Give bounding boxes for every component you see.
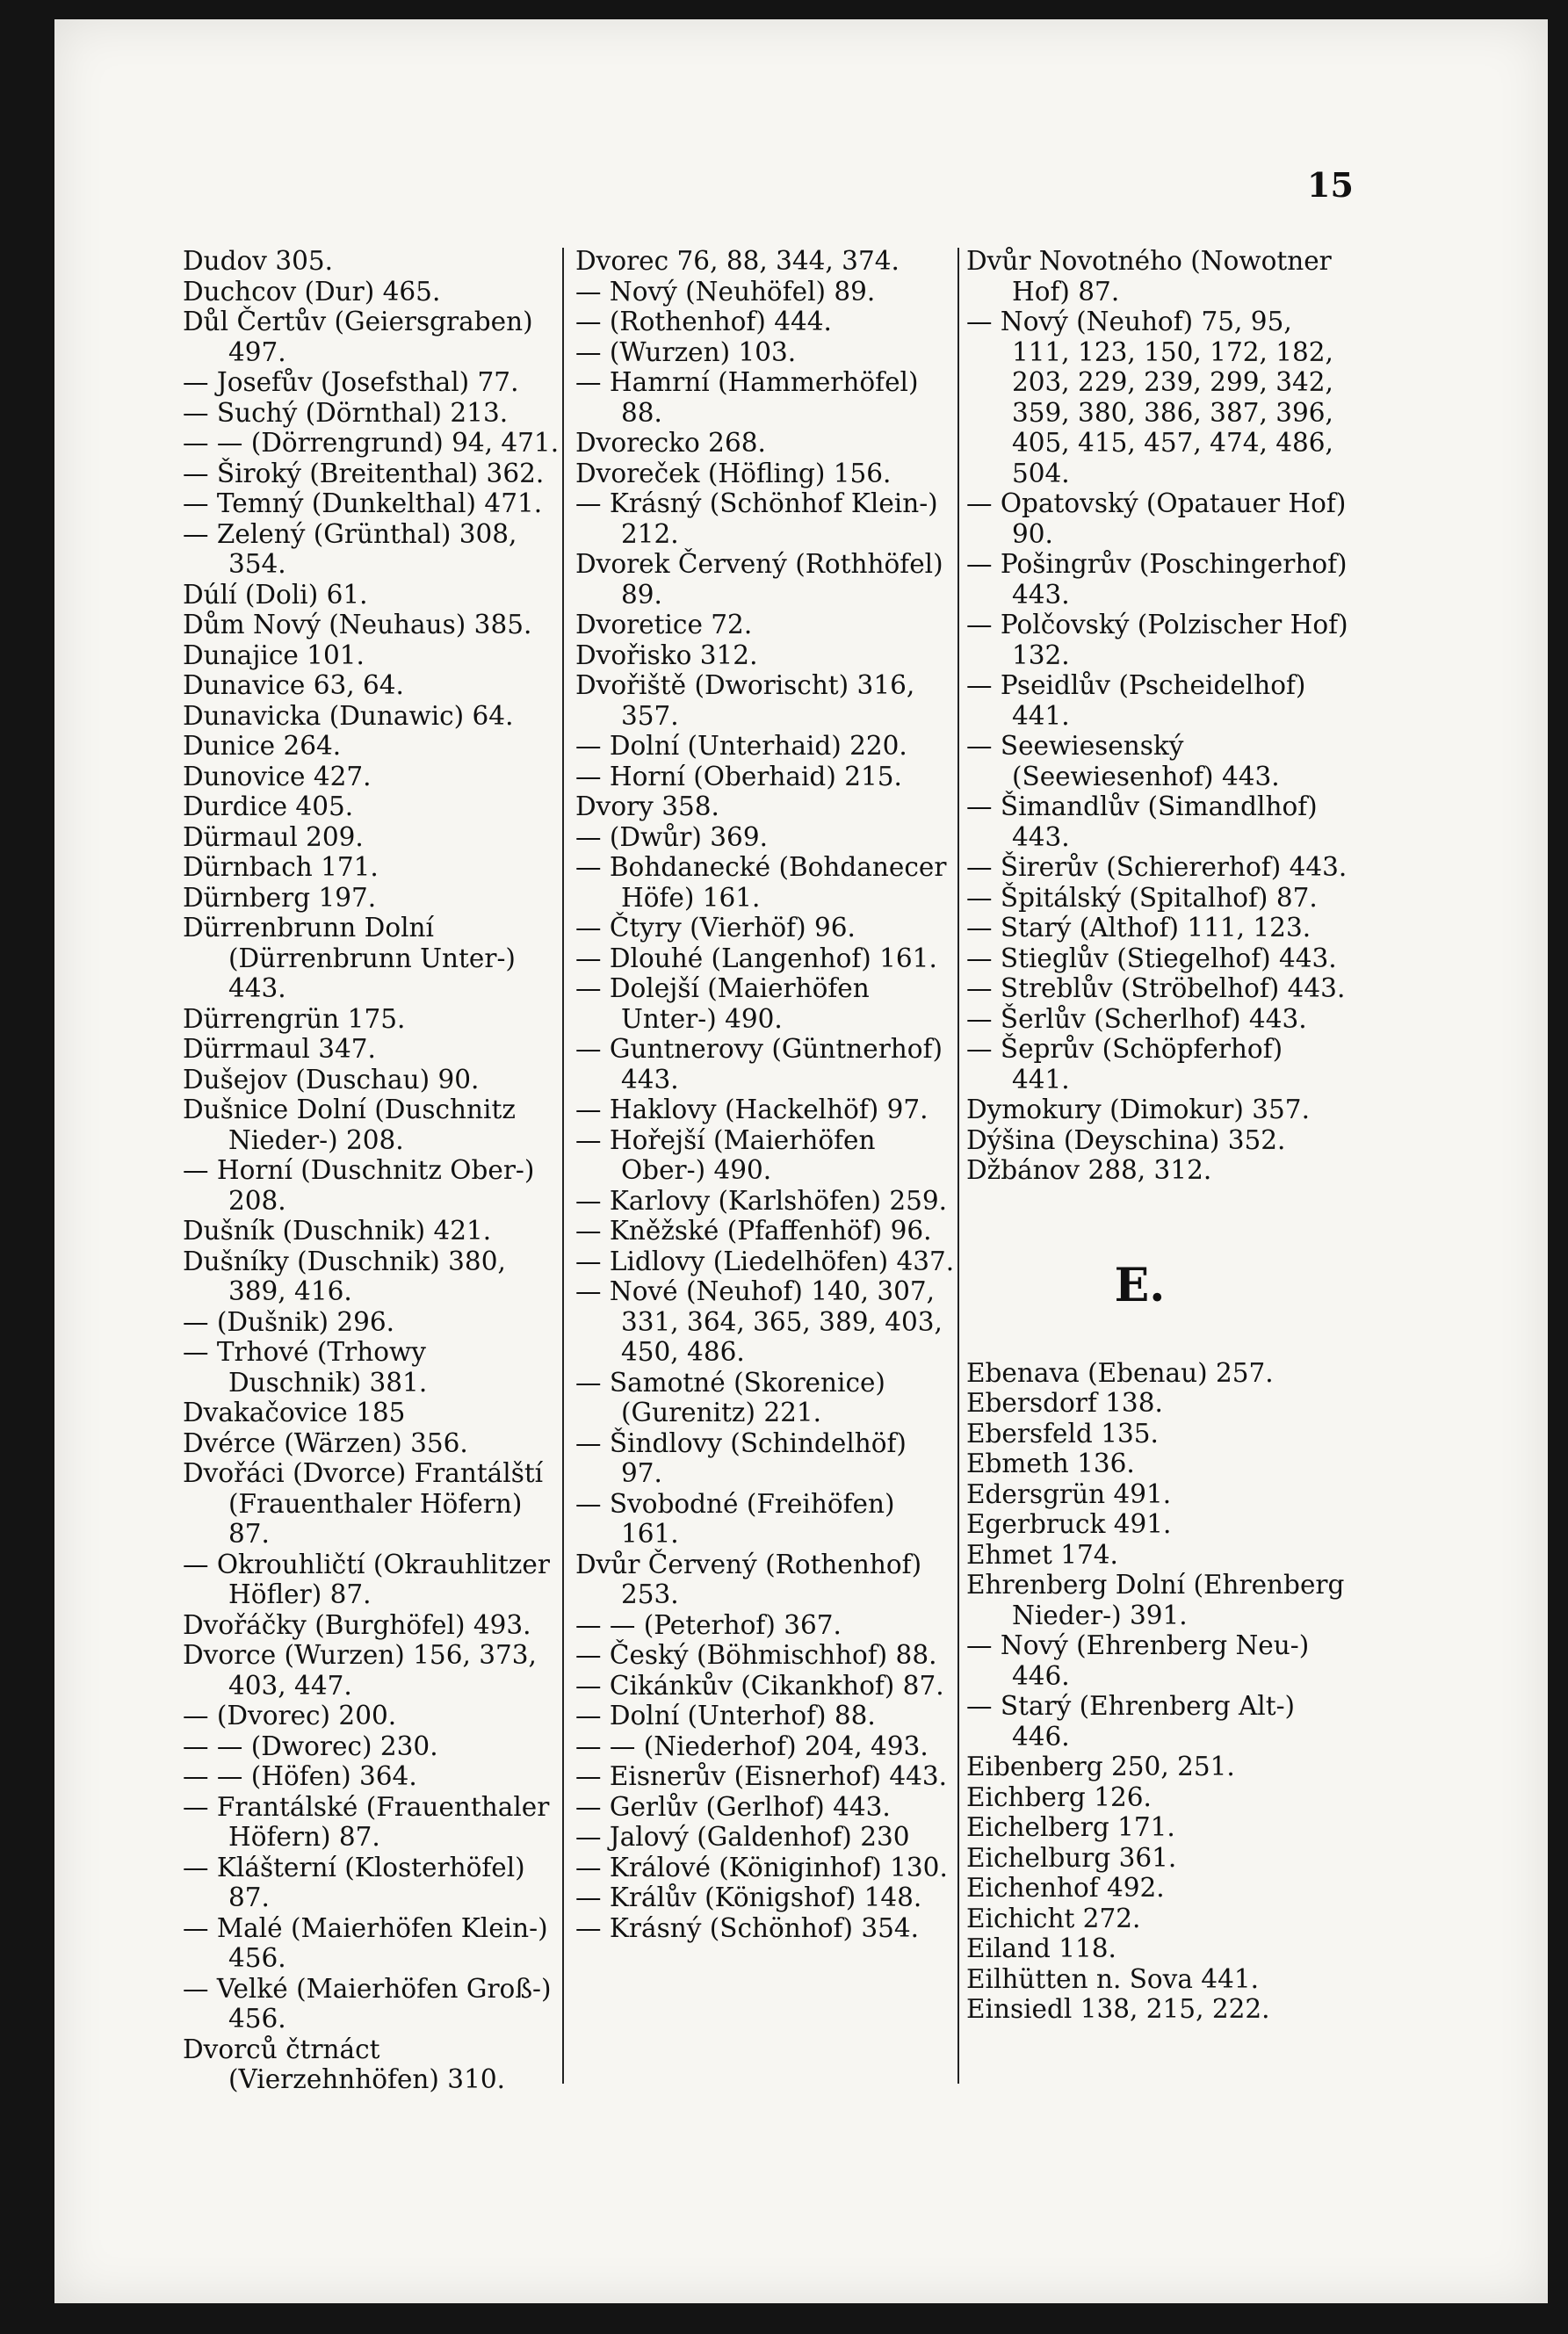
index-entry: Dvořáčky (Burghöfel) 493. — [183, 1609, 531, 1640]
index-entry: — Gerlův (Gerlhof) 443. — [575, 1791, 891, 1822]
index-entry: Ehmet 174. — [966, 1539, 1118, 1570]
index-entry: — Guntnerovy (Güntnerhof) 443. — [575, 1034, 943, 1095]
index-entry: — Nový (Ehrenberg Neu-) 446. — [966, 1630, 1310, 1691]
index-entry: Dunice 264. — [183, 731, 342, 761]
index-entry: Duchcov (Dur) 465. — [183, 276, 441, 307]
index-entry: — Klášterní (Klosterhöfel) 87. — [183, 1852, 525, 1912]
index-column-3-part-1 — [966, 246, 1348, 1186]
index-entry: — Pseidlův (Pscheidelhof) 441. — [966, 670, 1306, 731]
index-entry: Dunavice 63, 64. — [183, 670, 404, 700]
index-entry: Dürrengrün 175. — [183, 1003, 406, 1034]
index-entry: — — (Dörrengrund) 94, 471. — [183, 428, 560, 458]
index-entry: Džbánov 288, 312. — [966, 1155, 1212, 1185]
index-entry: — Nový (Neuhof) 75, 95, 111, 123, 150, 172, 182, 203, 229, 239, 299, 342, 359, 380, 386, 387, 396, 405, 415, 457, 474, 486, 504. — [966, 307, 1333, 488]
index-entry: — Svobodné (Freihöfen) 161. — [575, 1488, 895, 1549]
index-entry: — Haklovy (Hackelhöf) 97. — [575, 1095, 929, 1124]
index-entry: — — (Peterhof) 367. — [575, 1609, 842, 1640]
index-entry: Dušníky (Duschnik) 380, 389, 416. — [183, 1246, 506, 1306]
index-entry: — Horní (Duschnitz Ober-) 208. — [183, 1155, 535, 1216]
index-entry: — Nový (Neuhöfel) 89. — [575, 276, 876, 307]
index-entry: Dvorec 76, 88, 344, 374. — [575, 246, 900, 276]
index-entry: — Frantálské (Frauenthaler Höfern) 87. — [183, 1791, 550, 1852]
index-entry: Ebenava (Ebenau) 257. — [966, 1357, 1274, 1388]
index-entry: — Králův (Königshof) 148. — [575, 1882, 922, 1912]
index-entry: — Horní (Oberhaid) 215. — [575, 761, 902, 791]
index-entry: — Streblův (Ströbelhof) 443. — [966, 973, 1346, 1003]
index-entry: — Dolní (Unterhaid) 220. — [575, 731, 907, 761]
index-entry: Dvorek Červený (Rothhöfel) 89. — [575, 549, 943, 610]
index-entry: Eiland 118. — [966, 1933, 1116, 1963]
index-entry: — Stieglův (Stiegelhof) 443. — [966, 943, 1337, 973]
index-entry: — Samotné (Skorenice) (Gurenitz) 221. — [575, 1367, 885, 1427]
index-entry: Dýšina (Deyschina) 352. — [966, 1124, 1286, 1155]
index-entry: Dvory 358. — [575, 791, 719, 821]
index-entry: Dvorce (Wurzen) 156, 373, 403, 447. — [183, 1640, 537, 1701]
index-entry: — Seewiesenský (Seewiesenhof) 443. — [966, 731, 1280, 791]
index-entry: Dvoreček (Höfling) 156. — [575, 458, 892, 488]
index-entry: Dúlí (Doli) 61. — [183, 579, 368, 610]
index-entry: — Okrouhličtí (Okrauhlitzer Höfler) 87. — [183, 1549, 550, 1609]
index-entry: — Bohdanecké (Bohdanecer Höfe) 161. — [575, 852, 947, 913]
index-entry: Eichicht 272. — [966, 1903, 1141, 1933]
index-entry: Dürnbach 171. — [183, 852, 379, 882]
index-entry: Dunavicka (Dunawic) 64. — [183, 700, 514, 731]
index-entry: Dunajice 101. — [183, 640, 365, 670]
index-entry: — Kněžské (Pfaffenhöf) 96. — [575, 1216, 932, 1246]
index-entry: — (Dvorec) 200. — [183, 1701, 397, 1731]
index-entry: — Trhové (Trhowy Duschnik) 381. — [183, 1337, 428, 1398]
index-entry: — Cikánkův (Cikankhof) 87. — [575, 1670, 944, 1701]
index-column-3 — [966, 246, 1348, 2025]
index-entry: Ebersfeld 135. — [966, 1418, 1159, 1449]
index-entry: — Krásný (Schönhof) 354. — [575, 1912, 920, 1943]
index-entry: Dvořisko 312. — [575, 640, 758, 670]
index-entry: Dudov 305. — [183, 246, 334, 276]
index-entry: Dürrmaul 347. — [183, 1034, 376, 1064]
column-rule-right — [957, 248, 959, 2084]
index-entry: — Starý (Althof) 111, 123. — [966, 913, 1311, 943]
index-entry: — Zelený (Grünthal) 308, 354. — [183, 518, 517, 579]
index-entry: — (Dušnik) 296. — [183, 1306, 395, 1337]
index-entry: — Nové (Neuhof) 140, 307, 331, 364, 365, 389, 403, 450, 486. — [575, 1276, 943, 1367]
page-number: 15 — [1307, 165, 1354, 205]
index-entry: Ebmeth 136. — [966, 1449, 1135, 1478]
index-entry: Dvořiště (Dworischt) 316, 357. — [575, 670, 915, 731]
index-entry: Eichberg 126. — [966, 1781, 1152, 1812]
index-entry: — Hořejší (Maierhöfen Ober-) 490. — [575, 1124, 876, 1185]
index-entry: Dvoretice 72. — [575, 610, 753, 640]
index-entry: — Čtyry (Vierhöf) 96. — [575, 913, 856, 943]
index-entry: — — (Höfen) 364. — [183, 1761, 417, 1791]
index-entry: — Lidlovy (Liedelhöfen) 437. — [575, 1246, 955, 1276]
index-entry: Dvořáci (Dvorce) Frantálští (Frauenthaler Höfern) 87. — [183, 1458, 544, 1549]
section-heading-e: E. — [1114, 1258, 1166, 1312]
index-entry: Eibenberg 250, 251. — [966, 1752, 1235, 1781]
index-entry: — Šindlovy (Schindelhöf) 97. — [575, 1427, 907, 1488]
index-entry: — Dlouhé (Langenhof) 161. — [575, 943, 937, 973]
index-entry: Eichelburg 361. — [966, 1842, 1177, 1873]
index-entry: — — (Niederhof) 204, 493. — [575, 1731, 929, 1761]
index-entry: — Polčovský (Polzischer Hof) 132. — [966, 610, 1348, 670]
index-entry: Dürrenbrunn Dolní (Dürrenbrunn Unter-) 443. — [183, 913, 516, 1003]
index-entry: — Malé (Maierhöfen Klein-) 456. — [183, 1912, 548, 1973]
index-entry: Dvůr Novotného (Nowotner Hof) 87. — [966, 246, 1332, 307]
index-entry: Dvérce (Wärzen) 356. — [183, 1427, 468, 1458]
index-entry: — Králové (Königinhof) 130. — [575, 1852, 948, 1882]
index-entry: — Krásný (Schönhof Klein-) 212. — [575, 488, 938, 549]
index-column-2 — [575, 246, 955, 1943]
index-entry: — Dolní (Unterhof) 88. — [575, 1701, 876, 1731]
index-entry: Dvakačovice 185 — [183, 1398, 406, 1427]
index-entry: Dürnberg 197. — [183, 882, 377, 913]
index-entry: Dům Nový (Neuhaus) 385. — [183, 610, 532, 640]
index-entry: — Pošingrův (Poschingerhof) 443. — [966, 549, 1348, 610]
index-entry: — (Rothenhof) 444. — [575, 307, 832, 336]
index-entry: — Šimandlův (Simandlhof) 443. — [966, 791, 1318, 852]
index-entry: Dymokury (Dimokur) 357. — [966, 1095, 1310, 1124]
index-entry: — Eisnerův (Eisnerhof) 443. — [575, 1761, 948, 1791]
index-entry: — Šerlův (Scherlhof) 443. — [966, 1003, 1307, 1034]
index-entry: Dvorecko 268. — [575, 428, 766, 458]
index-entry: — (Wurzen) 103. — [575, 336, 797, 367]
index-entry: Durdice 405. — [183, 791, 354, 821]
index-entry: Ehrenberg Dolní (Ehrenberg Nieder-) 391. — [966, 1570, 1345, 1630]
index-entry: — Jalový (Galdenhof) 230 — [575, 1822, 910, 1852]
index-entry: Eichenhof 492. — [966, 1873, 1165, 1903]
index-entry: Dušejov (Duschau) 90. — [183, 1064, 480, 1095]
index-entry: Dvorců čtrnáct (Vierzehnhöfen) 310. — [183, 2034, 505, 2094]
index-entry: — Širerův (Schiererhof) 443. — [966, 852, 1348, 882]
index-column-1 — [183, 246, 560, 2095]
index-entry: Dürmaul 209. — [183, 821, 364, 852]
index-entry: — Dolejší (Maierhöfen Unter-) 490. — [575, 973, 870, 1034]
index-entry: — — (Dworec) 230. — [183, 1731, 438, 1761]
index-entry: Eichelberg 171. — [966, 1812, 1175, 1842]
index-entry: — Velké (Maierhöfen Groß-) 456. — [183, 1973, 552, 2034]
index-entry: Eilhütten n. Sova 441. — [966, 1963, 1259, 1994]
index-entry: — Karlovy (Karlshöfen) 259. — [575, 1185, 948, 1216]
index-entry: — (Dwůr) 369. — [575, 821, 768, 852]
index-entry: Důl Čertův (Geiersgraben) 497. — [183, 307, 533, 367]
index-column-3-part-2 — [966, 1358, 1348, 2025]
index-entry: — Starý (Ehrenberg Alt-) 446. — [966, 1691, 1296, 1752]
index-entry: Egerbruck 491. — [966, 1509, 1172, 1539]
index-entry: Edersgrün 491. — [966, 1478, 1172, 1509]
index-entry: — Suchý (Dörnthal) 213. — [183, 397, 509, 428]
index-entry: — Český (Böhmischhof) 88. — [575, 1640, 937, 1670]
index-entry: — Opatovský (Opatauer Hof) 90. — [966, 488, 1347, 549]
index-entry: Dunovice 427. — [183, 761, 372, 791]
column-rule-left — [562, 248, 564, 2084]
index-entry: Dušník (Duschnik) 421. — [183, 1216, 492, 1246]
index-entry: Dušnice Dolní (Duschnitz Nieder-) 208. — [183, 1095, 516, 1155]
index-entry: — Široký (Breitenthal) 362. — [183, 458, 545, 488]
index-entry: — Šeprův (Schöpferhof) 441. — [966, 1034, 1283, 1095]
index-entry: — Temný (Dunkelthal) 471. — [183, 488, 543, 518]
index-entry: Ebersdorf 138. — [966, 1388, 1163, 1418]
index-entry: Einsiedl 138, 215, 222. — [966, 1994, 1270, 2024]
index-entry: — Josefův (Josefsthal) 77. — [183, 367, 519, 397]
index-entry: Dvůr Červený (Rothenhof) 253. — [575, 1549, 922, 1609]
index-entry: — Špitálský (Spitalhof) 87. — [966, 882, 1318, 913]
index-entry: — Hamrní (Hammerhöfel) 88. — [575, 367, 919, 428]
